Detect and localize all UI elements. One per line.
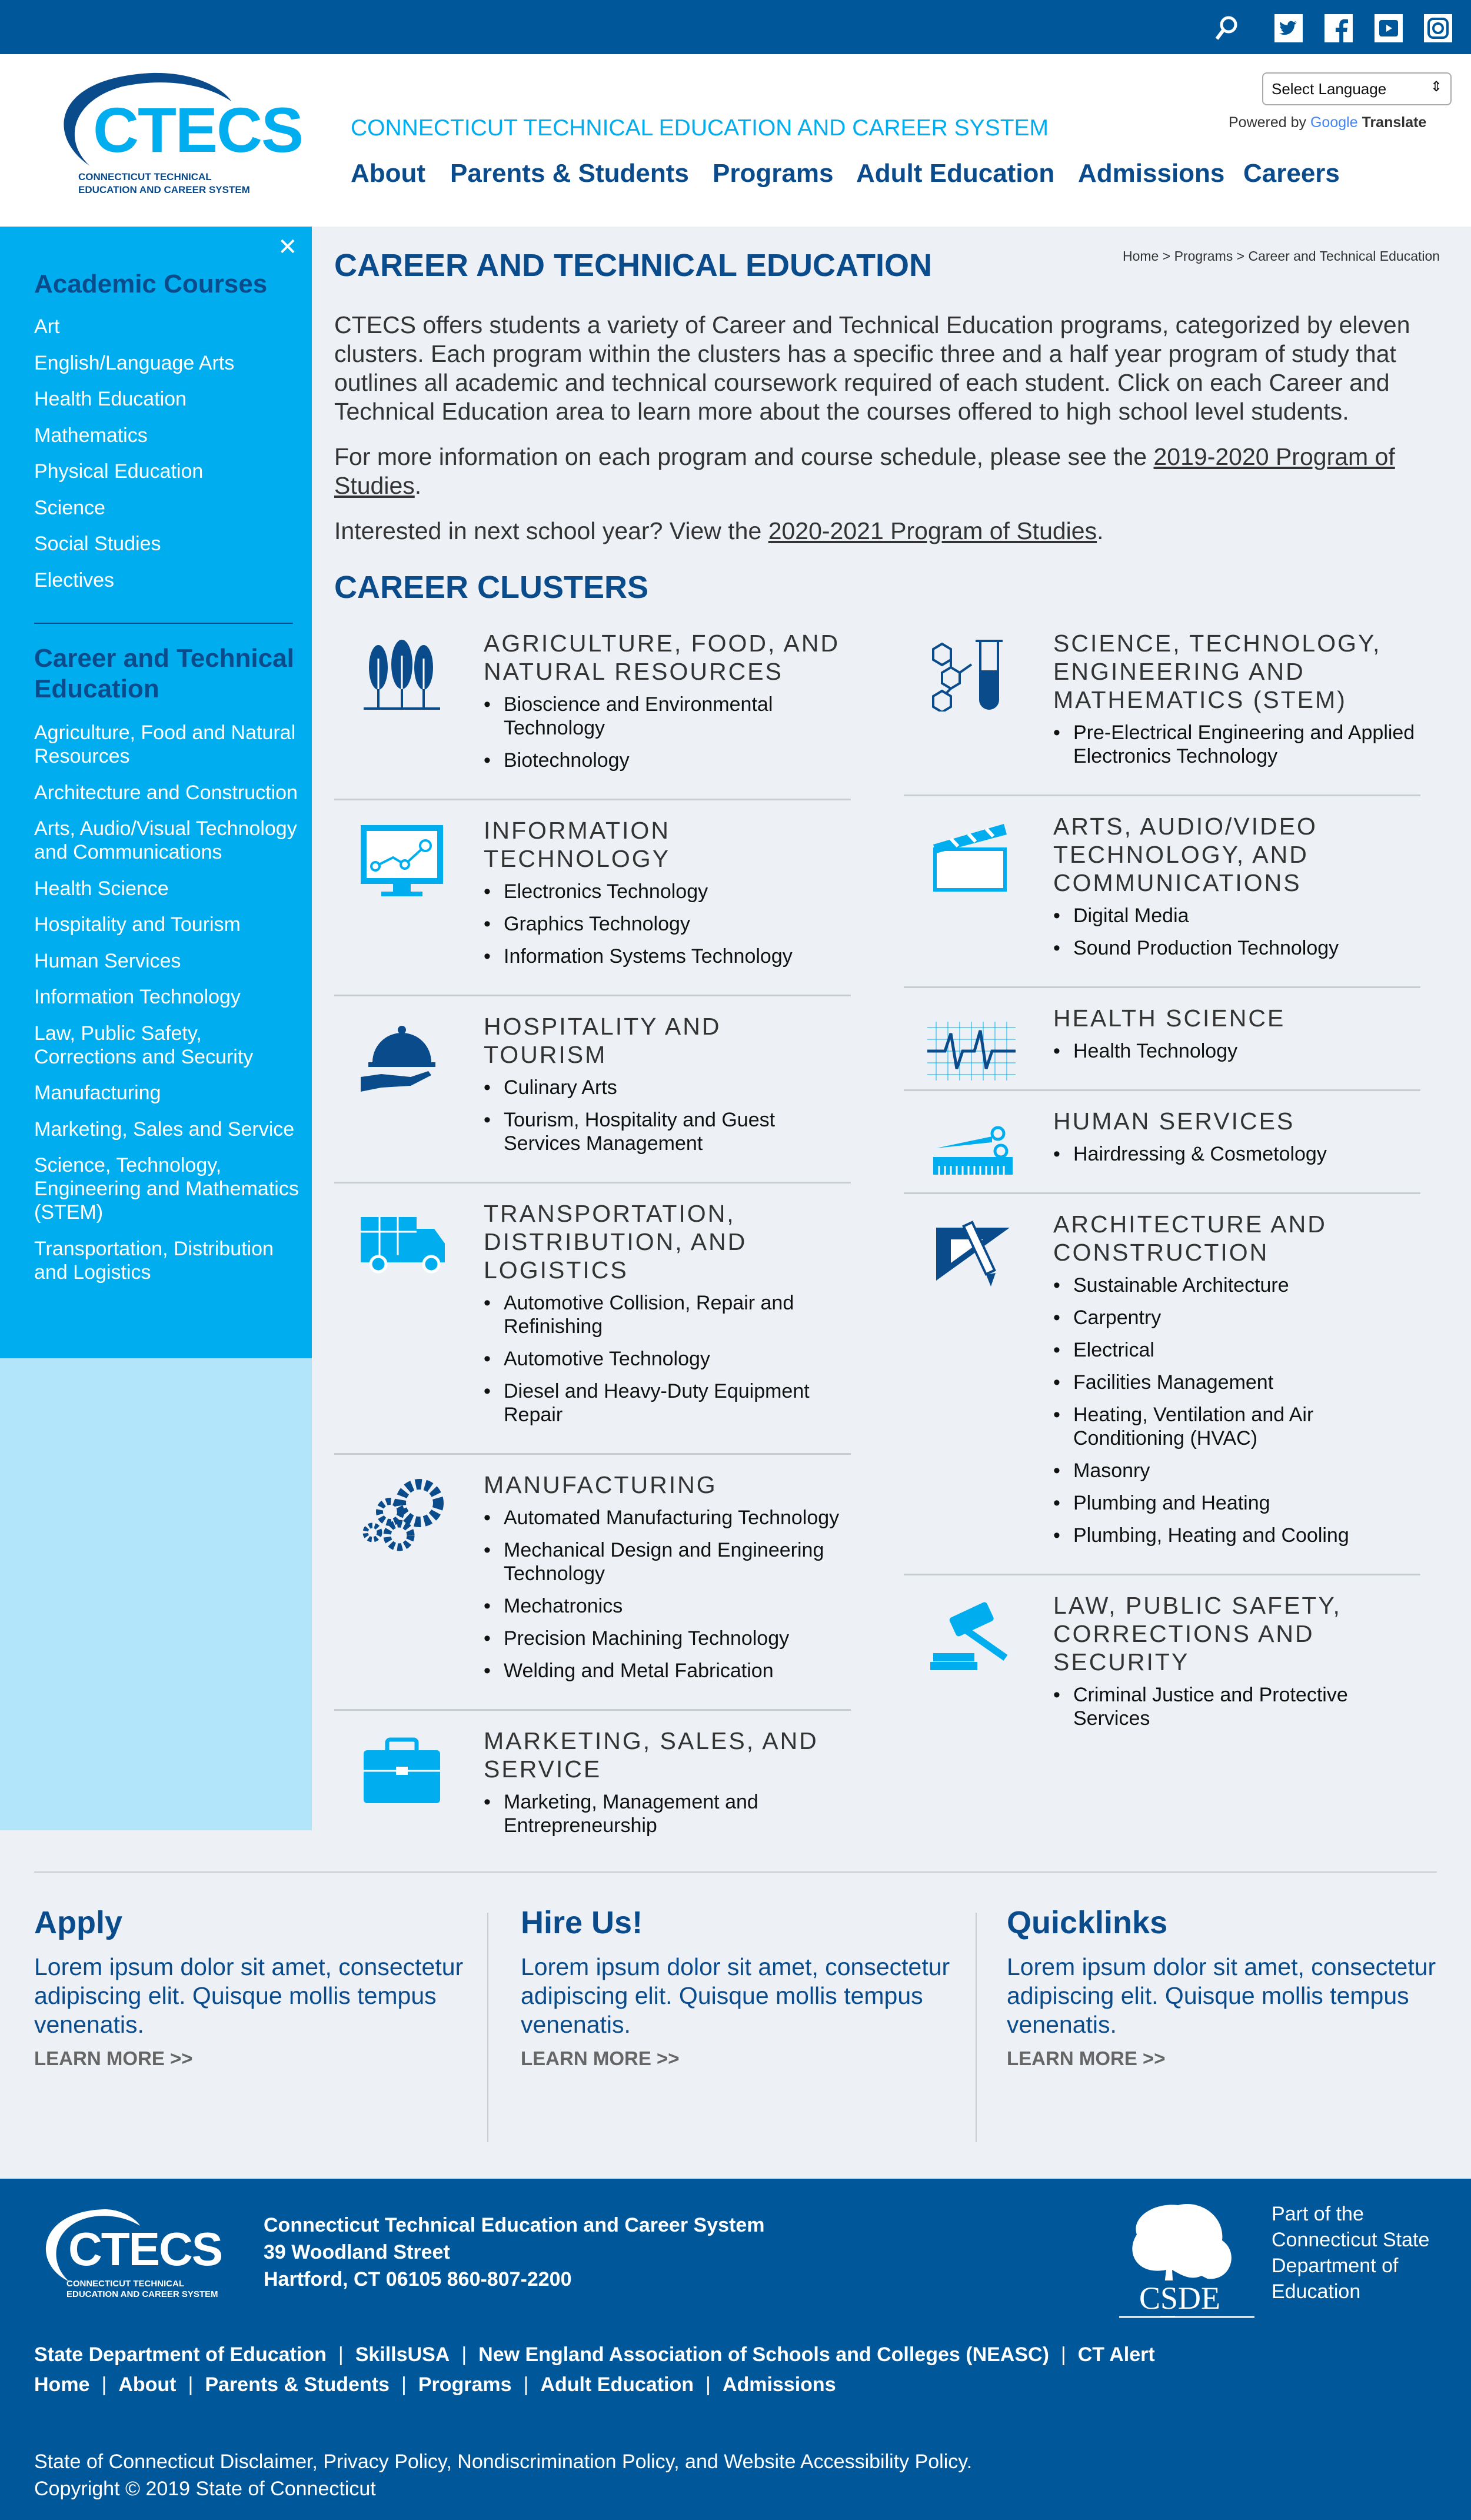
cluster-title[interactable]: MANUFACTURING <box>484 1471 717 1498</box>
gears-icon[interactable] <box>358 1477 446 1553</box>
academic-course-list <box>34 315 302 604</box>
cluster-title[interactable]: AGRICULTURE, FOOD, AND NATURAL RESOURCES <box>484 630 840 685</box>
csde-logo-text: CSDE <box>1137 2280 1223 2316</box>
promo-0 <box>34 1904 470 2070</box>
promo-col-divider <box>976 1913 977 2142</box>
program-link[interactable]: • Plumbing and Heating <box>1053 1491 1420 1515</box>
promo-1 <box>521 1904 956 2070</box>
program-link[interactable]: • Sustainable Architecture <box>1053 1274 1420 1297</box>
cte-list <box>34 721 302 1296</box>
facebook-icon[interactable] <box>1324 14 1353 42</box>
cluster-program-list <box>484 1790 851 1837</box>
program-of-studies-2020-link[interactable]: 2020-2021 Program of Studies <box>768 517 1097 544</box>
main-content <box>334 311 1435 1864</box>
footer-link[interactable]: About <box>118 2373 177 2396</box>
briefcase-icon[interactable] <box>358 1733 446 1809</box>
sidebar-item[interactable]: Science <box>34 496 105 519</box>
cluster-program-list <box>1053 1683 1420 1730</box>
program-link[interactable]: • Culinary Arts <box>484 1076 851 1099</box>
career-cluster <box>334 1182 851 1453</box>
next-year-paragraph <box>334 517 1435 546</box>
cluster-title[interactable]: HOSPITALITY AND TOURISM <box>484 1013 721 1068</box>
link-separator: | <box>523 2373 529 2396</box>
sidebar-item[interactable]: Electives <box>34 569 115 591</box>
cluster-title[interactable]: HUMAN SERVICES <box>1053 1108 1295 1135</box>
cluster-program-list <box>1053 721 1420 768</box>
promo-title: Quicklinks <box>1007 1905 1168 1940</box>
select-arrows-icon: ⇕ <box>1430 79 1442 95</box>
instagram-icon[interactable] <box>1424 14 1452 42</box>
sidebar-item[interactable]: Science, Technology, Engineering and Mathematics (STEM) <box>34 1154 299 1224</box>
sidebar-item[interactable]: Hospitality and Tourism <box>34 913 241 936</box>
program-link[interactable]: • Automotive Technology <box>484 1347 851 1371</box>
cluster-program-list <box>1053 904 1420 960</box>
sidebar-item[interactable]: Information Technology <box>34 986 241 1008</box>
footer-logo-text: CTECS <box>68 2223 222 2275</box>
career-cluster <box>904 986 1420 1089</box>
footer-address <box>264 2212 764 2293</box>
program-link[interactable]: • Carpentry <box>1053 1306 1420 1329</box>
program-link[interactable]: • Tourism, Hospitality and Guest Services Management <box>484 1108 851 1155</box>
monitor-chart-icon[interactable] <box>358 822 446 899</box>
google-translate-credit <box>1229 114 1426 131</box>
program-link[interactable]: • Electronics Technology <box>484 880 851 903</box>
footer-link[interactable]: Adult Education <box>540 2373 694 2396</box>
learn-more-link[interactable]: LEARN MORE >> <box>34 2047 193 2069</box>
footer-disclaimer[interactable]: State of Connecticut Disclaimer, Privacy Policy, Nondiscrimination Policy, and Website Accessibility Policy. <box>34 2451 973 2473</box>
clapperboard-icon[interactable] <box>927 818 1016 895</box>
translate-text: Translate <box>1362 114 1427 131</box>
para3-end: . <box>1097 517 1104 544</box>
sidebar-item[interactable]: Marketing, Sales and Service <box>34 1118 295 1141</box>
promo-title: Apply <box>34 1905 123 1940</box>
cluster-title[interactable]: MARKETING, SALES, AND SERVICE <box>484 1727 818 1783</box>
site-header <box>0 54 1471 227</box>
career-cluster <box>334 995 851 1182</box>
sidebar-item[interactable]: Human Services <box>34 949 181 972</box>
twitter-icon[interactable] <box>1274 14 1303 42</box>
language-select-value: Select Language <box>1272 80 1387 98</box>
para2-end: . <box>414 472 422 499</box>
sidebar-item[interactable]: Physical Education <box>34 460 204 483</box>
scissors-comb-icon[interactable] <box>927 1113 1016 1189</box>
close-icon[interactable]: ✕ <box>278 234 298 260</box>
cluster-program-list <box>1053 1142 1420 1166</box>
clusters-heading: CAREER CLUSTERS <box>334 570 649 605</box>
career-cluster <box>904 1192 1420 1574</box>
para2-text: For more information on each program and course schedule, please see the <box>334 443 1154 470</box>
part-of-line: Part of the <box>1272 2203 1364 2225</box>
powered-by-text: Powered by <box>1229 114 1307 131</box>
link-separator: | <box>1060 2343 1066 2366</box>
promo-text: Lorem ipsum dolor sit amet, consectetur adipiscing elit. Quisque mollis tempus venenatis. <box>1007 1953 1436 2038</box>
cluster-title[interactable]: INFORMATION TECHNOLOGY <box>484 817 671 872</box>
career-cluster <box>334 799 851 995</box>
program-link[interactable]: • Marketing, Management and Entrepreneurship <box>484 1790 851 1837</box>
footer-copyright: Copyright © 2019 State of Connecticut <box>34 2478 376 2500</box>
cluster-program-list <box>1053 1274 1420 1547</box>
sidebar-heading-cte[interactable]: Career and Technical Education <box>34 644 294 703</box>
program-link[interactable]: • Digital Media <box>1053 904 1420 927</box>
program-link[interactable]: • Plumbing, Heating and Cooling <box>1053 1524 1420 1547</box>
page-title: CAREER AND TECHNICAL EDUCATION <box>334 248 933 283</box>
promo-text: Lorem ipsum dolor sit amet, consectetur adipiscing elit. Quisque mollis tempus venenatis. <box>521 1953 950 2038</box>
ruler-pencil-icon[interactable] <box>927 1216 1016 1292</box>
cluster-title[interactable]: SCIENCE, TECHNOLOGY, ENGINEERING AND MATHEMATICS (STEM) <box>1053 630 1382 713</box>
program-link[interactable]: • Automotive Collision, Repair and Refinishing <box>484 1291 851 1338</box>
nav-careers[interactable]: Careers <box>1243 159 1340 188</box>
cluster-program-list <box>484 693 851 772</box>
google-logo-text: Google <box>1310 114 1358 131</box>
program-link[interactable]: • Health Technology <box>1053 1039 1420 1063</box>
program-link[interactable]: • Automated Manufacturing Technology <box>484 1506 851 1530</box>
sidebar-heading-academic[interactable]: Academic Courses <box>34 270 268 298</box>
serving-cloche-icon[interactable] <box>358 1018 446 1095</box>
trees-icon[interactable] <box>358 635 446 712</box>
part-of-csde-text <box>1272 2201 1429 2305</box>
program-link[interactable]: • Criminal Justice and Protective Services <box>1053 1683 1420 1730</box>
cluster-program-list <box>484 1076 851 1155</box>
sidebar-item[interactable]: Social Studies <box>34 533 161 555</box>
search-icon[interactable] <box>1212 14 1240 42</box>
part-of-line: Connecticut State <box>1272 2229 1430 2251</box>
footer-link[interactable]: SkillsUSA <box>355 2343 450 2366</box>
nav-about[interactable]: About <box>351 159 426 188</box>
sidebar <box>0 227 312 1358</box>
program-link[interactable]: • Pre-Electrical Engineering and Applied Electronics Technology <box>1053 721 1420 768</box>
footer-org-name: Connecticut Technical Education and Career System <box>264 2214 765 2236</box>
program-link[interactable]: • Electrical <box>1053 1338 1420 1362</box>
cluster-title[interactable]: ARCHITECTURE AND CONSTRUCTION <box>1053 1211 1327 1266</box>
cluster-title[interactable]: LAW, PUBLIC SAFETY, CORRECTIONS AND SECURITY <box>1053 1592 1342 1675</box>
nav-parents-students[interactable]: Parents & Students <box>450 159 689 188</box>
intro-paragraph: CTECS offers students a variety of Career and Technical Education programs, categorized by eleven clusters. Each program within the clusters has a specific three and a half year program of study that outlines all academic and technical coursework required of each student. Click on each Career and Technical Education area to learn more about the courses offered to high school level students. <box>334 311 1410 425</box>
clusters-left-column <box>334 629 851 1864</box>
cluster-title[interactable]: TRANSPORTATION, DISTRIBUTION, AND LOGISTICS <box>484 1200 747 1284</box>
promo-text: Lorem ipsum dolor sit amet, consectetur adipiscing elit. Quisque mollis tempus venenatis. <box>34 1953 464 2038</box>
nav-admissions[interactable]: Admissions <box>1078 159 1225 188</box>
promo-divider <box>34 1871 1437 1873</box>
molecule-testtube-icon[interactable] <box>927 635 1016 712</box>
language-select[interactable] <box>1262 72 1452 105</box>
sidebar-item[interactable]: Mathematics <box>34 424 148 447</box>
clusters-right-column <box>904 629 1420 1757</box>
footer-street: 39 Woodland Street <box>264 2241 450 2263</box>
program-link[interactable]: • Facilities Management <box>1053 1371 1420 1394</box>
program-studies-paragraph <box>334 443 1435 500</box>
sidebar-item[interactable]: Law, Public Safety, Corrections and Security <box>34 1022 254 1068</box>
footer-city-phone: Hartford, CT 06105 860-807-2200 <box>264 2268 572 2290</box>
cluster-title[interactable]: HEALTH SCIENCE <box>1053 1005 1286 1032</box>
promo-2 <box>1007 1904 1442 2070</box>
footer <box>0 2179 1471 2520</box>
footer-link[interactable]: Programs <box>418 2373 512 2396</box>
career-cluster <box>334 1709 851 1864</box>
program-link[interactable]: • Precision Machining Technology <box>484 1627 851 1650</box>
cluster-program-list <box>484 1291 851 1427</box>
footer-link[interactable]: Admissions <box>722 2373 836 2396</box>
program-of-studies-2019-link[interactable]: 2019-2020 Program of Studies <box>334 443 1395 499</box>
sidebar-item[interactable]: Manufacturing <box>34 1082 161 1104</box>
link-separator: | <box>705 2373 711 2396</box>
sidebar-divider <box>34 623 293 624</box>
logo-text: CTECS <box>93 94 303 165</box>
footer-link[interactable]: State Department of Education <box>34 2343 327 2366</box>
logo-subtitle: CONNECTICUT TECHNICAL EDUCATION AND CAREER SYSTEM <box>78 171 250 195</box>
nav-adult-education[interactable]: Adult Education <box>856 159 1055 188</box>
learn-more-link[interactable]: LEARN MORE >> <box>1007 2047 1166 2069</box>
nav-programs[interactable]: Programs <box>713 159 834 188</box>
sidebar-item[interactable]: Transportation, Distribution and Logistics <box>34 1237 274 1284</box>
sidebar-item[interactable]: Architecture and Construction <box>34 781 298 804</box>
program-link[interactable]: • Biotechnology <box>484 749 851 772</box>
cluster-program-list <box>1053 1039 1420 1063</box>
career-cluster <box>904 629 1420 794</box>
tagline: CONNECTICUT TECHNICAL EDUCATION AND CAREER SYSTEM <box>351 115 1049 141</box>
sidebar-item[interactable]: Art <box>34 315 60 338</box>
sidebar-filler <box>0 1358 312 1830</box>
program-link[interactable]: • Mechanical Design and Engineering Technology <box>484 1538 851 1585</box>
footer-link[interactable]: Parents & Students <box>205 2373 390 2396</box>
program-link[interactable]: • Hairdressing & Cosmetology <box>1053 1142 1420 1166</box>
career-cluster <box>334 1453 851 1709</box>
program-link[interactable]: • Heating, Ventilation and Air Conditioning (HVAC) <box>1053 1403 1420 1450</box>
link-separator: | <box>101 2373 107 2396</box>
cluster-title[interactable]: ARTS, AUDIO/VIDEO TECHNOLOGY, AND COMMUNICATIONS <box>1053 813 1317 896</box>
promo-title: Hire Us! <box>521 1905 643 1940</box>
program-link[interactable]: • Bioscience and Environmental Technology <box>484 693 851 740</box>
link-separator: | <box>401 2373 407 2396</box>
promo-col-divider <box>487 1913 488 2142</box>
csde-logo[interactable] <box>1101 2199 1263 2320</box>
career-cluster <box>904 794 1420 986</box>
breadcrumb[interactable]: Home > Programs > Career and Technical Education <box>1123 248 1440 264</box>
cluster-program-list <box>484 1506 851 1683</box>
sidebar-item[interactable]: Arts, Audio/Visual Technology and Communications <box>34 817 297 863</box>
program-link[interactable]: • Graphics Technology <box>484 912 851 936</box>
footer-ctecs-logo[interactable] <box>34 2208 228 2302</box>
career-cluster <box>334 629 851 799</box>
program-link[interactable]: • Sound Production Technology <box>1053 936 1420 960</box>
link-separator: | <box>461 2343 467 2366</box>
clusters-grid <box>334 629 1435 1864</box>
truck-icon[interactable] <box>358 1205 446 1282</box>
sidebar-item[interactable]: Health Science <box>34 877 169 900</box>
para3-text: Interested in next school year? View the <box>334 517 768 544</box>
career-cluster <box>904 1574 1420 1757</box>
sidebar-item[interactable]: Health Education <box>34 388 187 410</box>
footer-link[interactable]: New England Association of Schools and Colleges (NEASC) <box>478 2343 1049 2366</box>
link-separator: | <box>188 2373 194 2396</box>
sidebar-item[interactable]: English/Language Arts <box>34 351 235 374</box>
top-bar <box>0 0 1471 54</box>
footer-site-links <box>34 2373 836 2396</box>
heartbeat-icon[interactable] <box>927 1010 1016 1086</box>
footer-partner-links <box>34 2343 1155 2366</box>
program-link[interactable]: • Welding and Metal Fabrication <box>484 1659 851 1683</box>
cluster-program-list <box>484 880 851 968</box>
footer-logo-subtitle: CONNECTICUT TECHNICAL EDUCATION AND CAREER SYSTEM <box>66 2279 218 2299</box>
part-of-line: Education <box>1272 2280 1361 2303</box>
program-link[interactable]: • Mechatronics <box>484 1594 851 1618</box>
program-link[interactable]: • Masonry <box>1053 1459 1420 1482</box>
footer-link[interactable]: Home <box>34 2373 90 2396</box>
career-cluster <box>904 1089 1420 1192</box>
part-of-line: Department of <box>1272 2255 1399 2277</box>
sidebar-item[interactable]: Agriculture, Food and Natural Resources <box>34 722 296 767</box>
youtube-icon[interactable] <box>1375 14 1403 42</box>
program-link[interactable]: • Diesel and Heavy-Duty Equipment Repair <box>484 1379 851 1427</box>
link-separator: | <box>338 2343 344 2366</box>
program-link[interactable]: • Information Systems Technology <box>484 945 851 968</box>
footer-link[interactable]: CT Alert <box>1077 2343 1155 2366</box>
gavel-icon[interactable] <box>927 1597 1016 1674</box>
ctecs-logo[interactable] <box>34 72 303 201</box>
learn-more-link[interactable]: LEARN MORE >> <box>521 2047 680 2069</box>
